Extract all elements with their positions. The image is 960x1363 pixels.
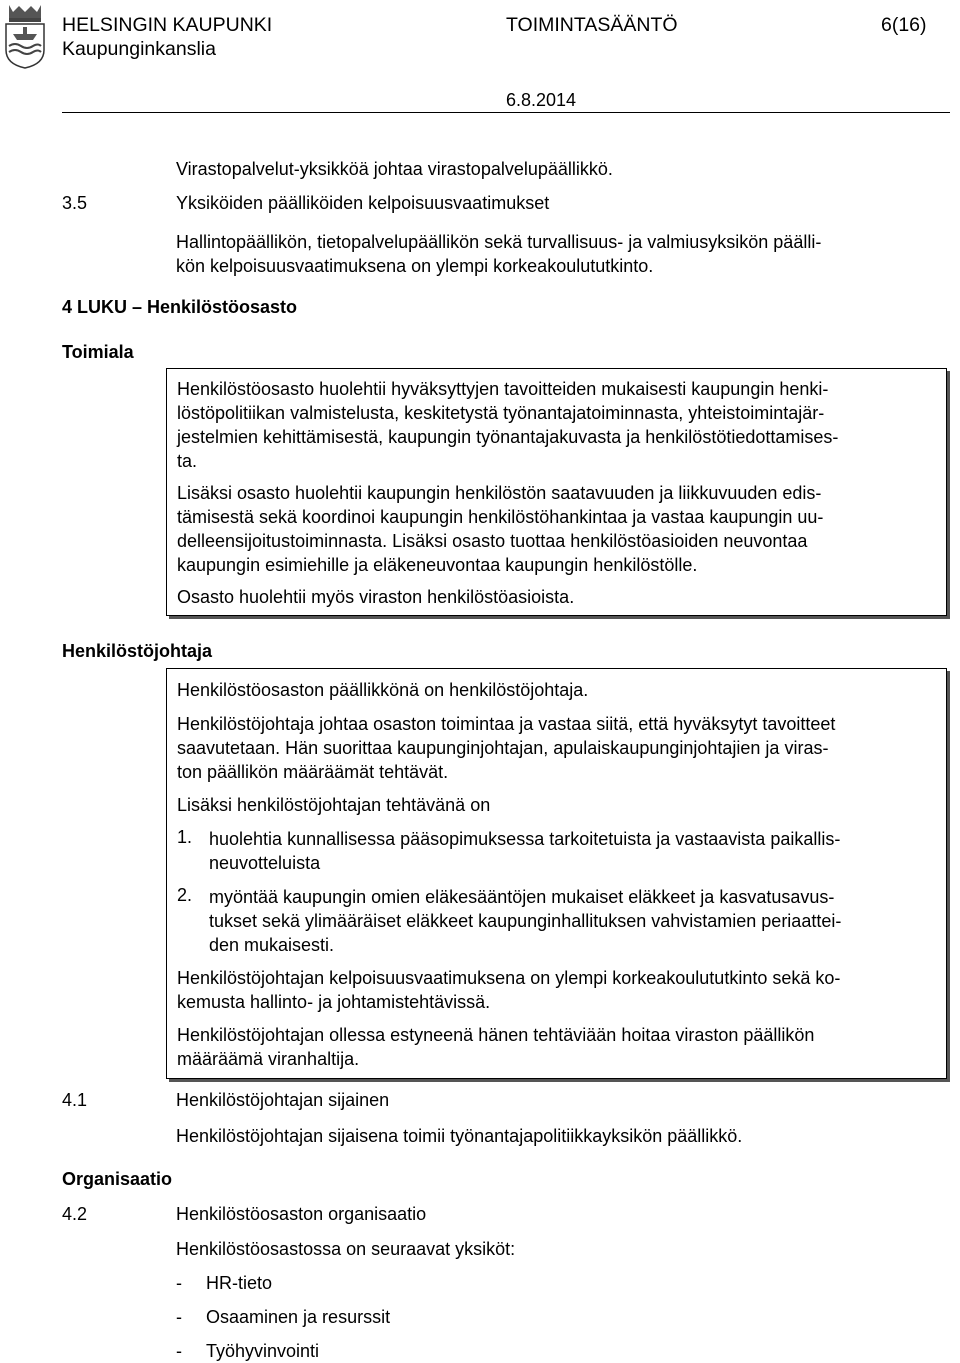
section-4-1-number: 4.1 [62,1090,88,1110]
johtaja-paragraph-line: ton päällikön määräämät tehtävät. [177,762,449,782]
list-item [177,827,946,875]
toimiala-line: Osasto huolehtii myös viraston henkilöstöasioista. [177,587,575,607]
johtaja-paragraph-line: Henkilöstöjohtajan ollessa estyneenä hänen tehtäviään hoitaa viraston päällikön [177,1025,815,1045]
johtaja-paragraph-line: määräämä viranhaltija. [177,1049,360,1069]
list-item-line: tukset sekä ylimääräiset eläkkeet kaupunginhallituksen vahvistamien periaattei- [209,911,842,931]
unit-list-item: - HR-tieto [176,1273,273,1293]
document-date: 6.8.2014 [506,90,577,110]
list-item-line: myöntää kaupungin omien eläkesääntöjen mukaiset eläkkeet ja kasvatusavus- [209,887,835,907]
unit-list-item: - Työhyvinvointi [176,1341,320,1361]
chapter-title: 4 LUKU – Henkilöstöosasto [62,297,298,317]
unit-name: HR-tieto [206,1273,273,1293]
unit-list-item: - Osaaminen ja resurssit [176,1307,391,1327]
johtaja-paragraph-line: saavutetaan. Hän suorittaa kaupunginjohtajan, apulaiskaupunginjohtajien ja viras- [177,738,829,758]
johtaja-paragraph-line: Henkilöstöjohtajan kelpoisuusvaatimuksena on ylempi korkeakoulututkinto sekä ko- [177,968,841,988]
section-4-1-title: Henkilöstöjohtajan sijainen [176,1090,390,1110]
list-item-line: neuvotteluista [209,853,321,873]
page-number: 6(16) [881,14,927,36]
johtaja-paragraph: Henkilöstöosaston päällikkönä on henkilöstöjohtaja. [177,680,589,700]
document-type: TOIMINTASÄÄNTÖ [506,14,678,36]
section-3-5-title: Yksiköiden päälliköiden kelpoisuusvaatimukset [176,193,550,213]
organisaatio-heading: Organisaatio [62,1169,173,1189]
henkilostojohtaja-heading: Henkilöstöjohtaja [62,641,213,661]
section-4-2-title: Henkilöstöosaston organisaatio [176,1204,427,1224]
toimiala-line: kaupungin esimiehille ja eläkeneuvontaa kaupungin henkilöstölle. [177,555,698,575]
office-name: Kaupunginkanslia [62,38,216,60]
johtaja-paragraph-line: Henkilöstöjohtaja johtaa osaston toimintaa ja vastaa siitä, että hyväksytyt tavoitteet [177,714,836,734]
virastopalvelut-text: Virastopalvelut-yksikköä johtaa virastopalvelupäällikkö. [176,159,613,179]
toimiala-line: delleensijoitustoiminnasta. Lisäksi osasto tuottaa henkilöstöasioiden neuvontaa [177,531,808,551]
list-item [177,885,946,957]
section-4-1-text: Henkilöstöjohtajan sijaisena toimii työnantajapolitiikkayksikön päällikkö. [176,1126,743,1146]
toimiala-line: tämisestä sekä koordinoi kaupungin henkilöstöhankintaa ja vastaa kaupungin uu- [177,507,824,527]
list-item-number: 1. [177,827,193,847]
section-4-2-number: 4.2 [62,1204,88,1224]
section-3-5-number: 3.5 [62,193,88,213]
toimiala-line: löstöpolitiikan valmistelusta, keskitetystä työnantajatoiminnasta, yhteistoimintajär- [177,403,825,423]
city-name: HELSINGIN KAUPUNKI [62,14,273,36]
henkilostojohtaja-box [166,668,947,1079]
section-3-5-paragraph-line: Hallintopäällikön, tietopalvelupäällikön sekä turvallisuus- ja valmiusyksikön päälli- [176,232,822,252]
unit-name: Osaaminen ja resurssit [206,1307,391,1327]
toimiala-line: ta. [177,451,198,471]
toimiala-line: jestelmien kehittämisestä, kaupungin työnantajakuvasta ja henkilöstötiedottamises- [177,427,839,447]
johtaja-paragraph: Lisäksi henkilöstöjohtajan tehtävänä on [177,795,491,815]
list-item-number: 2. [177,885,193,905]
header-divider [62,112,950,113]
toimiala-line: Lisäksi osasto huolehtii kaupungin henkilöstön saatavuuden ja liikkuvuuden edis- [177,483,822,503]
toimiala-line: Henkilöstöosasto huolehtii hyväksyttyjen tavoitteiden mukaisesti kaupungin henki- [177,379,829,399]
unit-name: Työhyvinvointi [206,1341,320,1361]
list-item-line: den mukaisesti. [209,935,335,955]
johtaja-paragraph-line: kemusta hallinto- ja johtamistehtävissä. [177,992,491,1012]
section-3-5-paragraph-line: kön kelpoisuusvaatimuksena on ylempi korkeakoulututkinto. [176,256,654,276]
toimiala-box [166,368,947,616]
toimiala-heading: Toimiala [62,342,134,362]
list-item-line: huolehtia kunnallisessa pääsopimuksessa tarkoitetuista ja vastaavista paikallis- [209,829,841,849]
helsinki-coat-of-arms-logo [3,2,47,70]
section-4-2-intro: Henkilöstöosastossa on seuraavat yksiköt: [176,1239,516,1259]
